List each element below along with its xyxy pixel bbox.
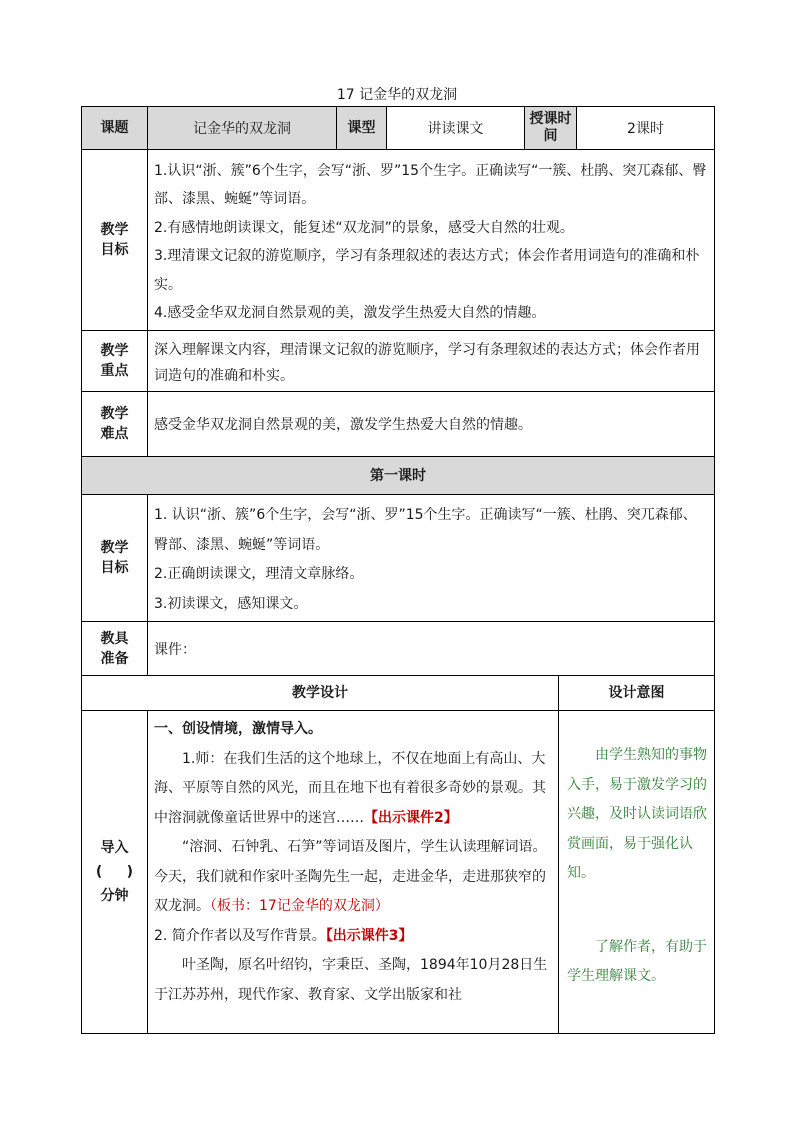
lesson-heading: 第一课时	[82, 457, 715, 495]
intent-column-header: 设计意图	[559, 676, 715, 711]
topic-value: 记金华的双龙洞	[148, 107, 337, 150]
key-points-text: 深入理解课文内容，理清课文记叙的游览顺序，学习有条理叙述的表达方式；体会作者用词造句的准确和朴实。	[148, 331, 715, 392]
design-column-header: 教学设计	[82, 676, 559, 711]
difficulties-text: 感受金华双龙洞自然景观的美，激发学生热爱大自然的情趣。	[148, 392, 715, 457]
courseware-reference: 【出示课件3】	[325, 927, 413, 944]
lesson-objective-item: 1. 认识“浙、簇”6个生字，会写“浙、罗”15个生字。正确读写“一簇、杜鹃、突兀森郁、臀部、漆黑、蜿蜒”等词语。	[154, 507, 697, 553]
intent-text: 了解作者，有助于学生理解课文。	[567, 938, 707, 984]
tools-label: 教具准备	[82, 622, 148, 676]
lesson-objective-item: 3.初读课文，感知课文。	[154, 595, 308, 612]
lesson-objectives-content	[148, 495, 715, 622]
time-label: 授课时间	[525, 107, 577, 150]
document-title: 17 记金华的双龙洞	[336, 87, 458, 103]
lesson-objectives-label: 教学目标	[82, 495, 148, 622]
stage-unit: 分钟	[100, 888, 129, 904]
time-value: 2课时	[577, 107, 715, 150]
key-points-label: 教学重点	[82, 331, 148, 392]
key-points-row	[82, 331, 715, 392]
paragraph-text: 1.师：在我们生活的这个地球上，不仅在地面上有高山、大海、平原等自然的风光，而且在地下也有着很多奇妙的景观。其中溶洞就像童话世界中的迷宫……	[154, 750, 546, 826]
board-note: （板书：17记金华的双龙洞）	[210, 898, 389, 914]
type-label: 课型	[337, 107, 387, 150]
intent-text: 由学生熟知的事物入手，易于激发学习的兴趣，及时认读词语欣赏画面，易于强化认知。	[567, 747, 707, 881]
objective-item: 1.认识“浙、簇”6个生字，会写“浙、罗”15个生字。正确读写“一簇、杜鹃、突兀森郁、臀部、漆黑、蜿蜒”等词语。	[154, 162, 707, 207]
design-paragraph	[154, 745, 554, 834]
design-paragraph: 叶圣陶，原名叶绍钧，字秉臣、圣陶，1894年10月28日生于江苏苏州，现代作家、教育家、文学出版家和社	[154, 957, 548, 1003]
lesson-objectives-row	[82, 495, 715, 622]
type-value: 讲读课文	[387, 107, 525, 150]
stage-name: 导入	[100, 840, 129, 856]
design-paragraph	[154, 922, 554, 952]
objective-item: 2.有感情地朗读课文，能复述“双龙洞”的景象，感受大自然的壮观。	[154, 219, 574, 236]
objectives-label: 教学目标	[82, 150, 148, 331]
topic-label: 课题	[82, 107, 148, 150]
objectives-row	[82, 150, 715, 331]
intro-design-content	[148, 711, 559, 1034]
tools-row	[82, 622, 715, 676]
courseware-reference: 【出示课件2】	[364, 809, 458, 826]
difficulties-row	[82, 392, 715, 457]
design-header-row	[82, 676, 715, 711]
lesson-plan-table	[81, 106, 715, 1034]
section-heading: 一、创设情境，激情导入。	[154, 721, 322, 737]
difficulties-label: 教学难点	[82, 392, 148, 457]
objectives-content	[148, 150, 715, 331]
header-row	[82, 107, 715, 150]
stage-label	[82, 711, 148, 1034]
objective-item: 4.感受金华双龙洞自然景观的美，激发学生热爱大自然的情趣。	[154, 305, 546, 321]
intro-stage-row	[82, 711, 715, 1034]
intro-intent-content	[559, 711, 715, 1034]
tools-value: 课件：	[148, 622, 715, 676]
lesson-objective-item: 2.正确朗读课文，理清文章脉络。	[154, 566, 364, 582]
design-paragraph	[154, 833, 554, 922]
objective-item: 3.理清课文记叙的游览顺序，学习有条理叙述的表达方式；体会作者用词造句的准确和朴实。	[154, 248, 700, 293]
paragraph-text: “溶洞、石钟乳、石笋”等词语及图片，学生认读理解词语。今天，我们就和作家叶圣陶先生一起，走进金华，走进那狭窄的双龙洞。	[154, 839, 547, 914]
lesson-heading-row	[82, 457, 715, 495]
paragraph-text: 2. 简介作者以及写作背景。	[154, 927, 326, 944]
stage-duration-blank: ( )	[95, 864, 134, 880]
